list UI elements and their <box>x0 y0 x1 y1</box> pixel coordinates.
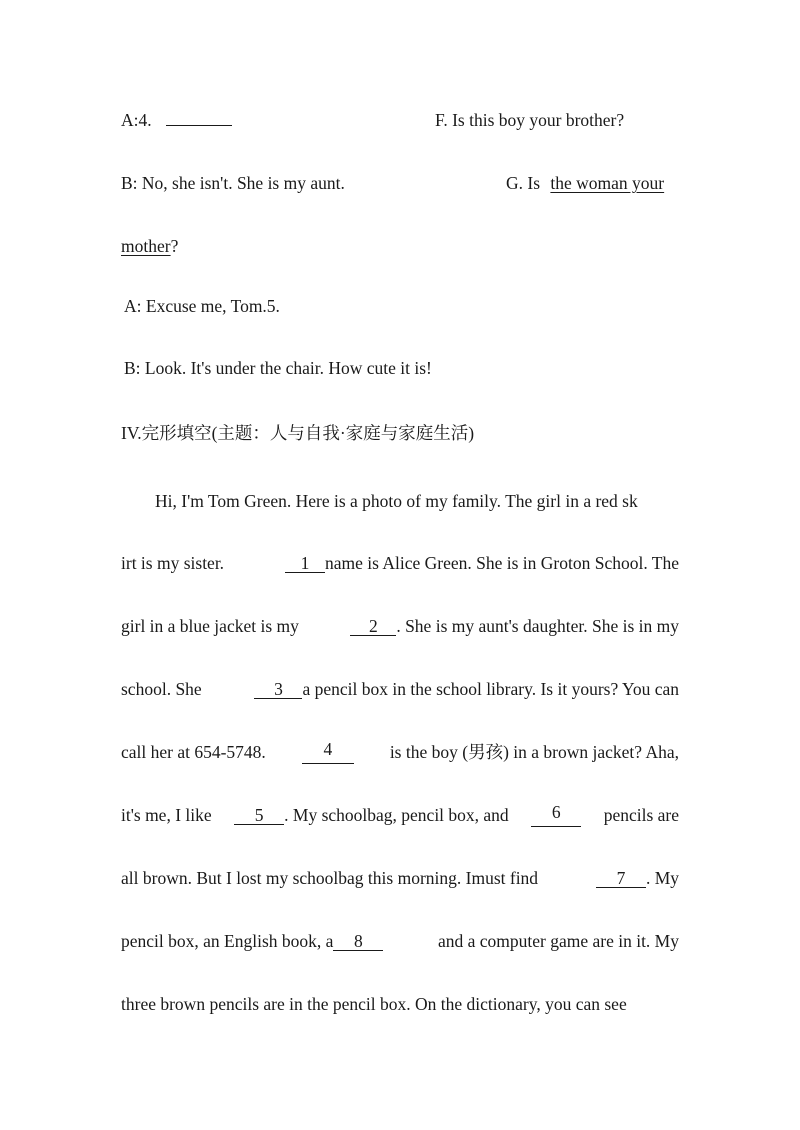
dialogue-line-b2: B: Look. It's under the chair. How cute it is! <box>124 358 432 378</box>
cloze-blank-2: 2 <box>350 617 396 636</box>
passage-line-4 <box>121 677 679 701</box>
option-g-continuation <box>121 234 178 258</box>
option-f: F. Is this boy your brother? <box>435 110 625 130</box>
passage-line-5 <box>121 740 679 764</box>
passage-text: three brown pencils are in the pencil box. On the dictionary, you can see <box>121 994 627 1014</box>
passage-text: it's me, I like <box>121 805 212 825</box>
passage-line-6 <box>121 803 679 827</box>
passage-text: irt is my sister. <box>121 553 225 573</box>
passage-text: and a computer game are in it. My <box>437 931 679 951</box>
passage-text: Hi, I'm Tom Green. Here is a photo of my family. The girl in a red sk <box>155 491 638 511</box>
passage-line-7 <box>121 866 679 890</box>
cloze-blank-5: 5 <box>234 806 284 825</box>
passage-line-1 <box>155 489 679 513</box>
passage-text: is the boy (男孩) in a brown jacket? Aha, <box>389 742 679 762</box>
option-g-underlined: the woman your <box>550 173 665 193</box>
dialogue-line-a4 <box>121 108 232 132</box>
cloze-blank-3: 3 <box>254 680 302 699</box>
passage-text: name is Alice Green. She is in Groton School. The <box>325 553 679 573</box>
option-g <box>506 171 672 195</box>
passage-text: all brown. But I lost my schoolbag this morning. Imust find <box>121 868 539 888</box>
passage-text: school. She <box>121 679 202 699</box>
passage-text: . My schoolbag, pencil box, and <box>284 805 509 825</box>
passage-text: pencils are <box>603 805 679 825</box>
passage-segment <box>350 614 679 638</box>
dialogue-line-a5: A: Excuse me, Tom.5. <box>124 296 280 316</box>
cloze-blank-7: 7 <box>596 869 646 888</box>
passage-line-3 <box>121 614 679 638</box>
passage-text: . My <box>645 868 679 888</box>
passage-text: pencil box, an English book, a <box>121 931 334 951</box>
section-heading: IV.完形填空(主题：人与自我·家庭与家庭生活) <box>121 423 475 443</box>
passage-line-8 <box>121 929 679 953</box>
dialogue-line-b1: B: No, she isn't. She is my aunt. <box>121 173 345 193</box>
passage-segment <box>234 803 509 827</box>
a4-label: A:4. <box>121 110 152 130</box>
question-mark: ? <box>170 236 179 256</box>
passage-segment <box>254 677 679 701</box>
passage-segment <box>121 929 383 953</box>
passage-text: a pencil box in the school library. Is it yours? You can <box>302 679 679 699</box>
cloze-blank-1: 1 <box>285 554 325 573</box>
cloze-blank-4: 4 <box>302 740 354 764</box>
cloze-blank-8: 8 <box>333 932 383 951</box>
cloze-blank-6: 6 <box>531 803 581 827</box>
passage-segment <box>285 551 679 575</box>
option-g-underlined-2: mother <box>121 236 171 256</box>
passage-line-9 <box>121 992 679 1016</box>
passage-text: . She is my aunt's daughter. She is in my <box>396 616 679 636</box>
passage-text: girl in a blue jacket is my <box>121 616 299 636</box>
passage-text: call her at 654-5748. <box>121 742 266 762</box>
answer-blank-4 <box>166 125 232 126</box>
passage-segment <box>596 866 679 890</box>
option-g-prefix: G. Is <box>506 173 541 193</box>
passage-line-2 <box>121 551 679 575</box>
